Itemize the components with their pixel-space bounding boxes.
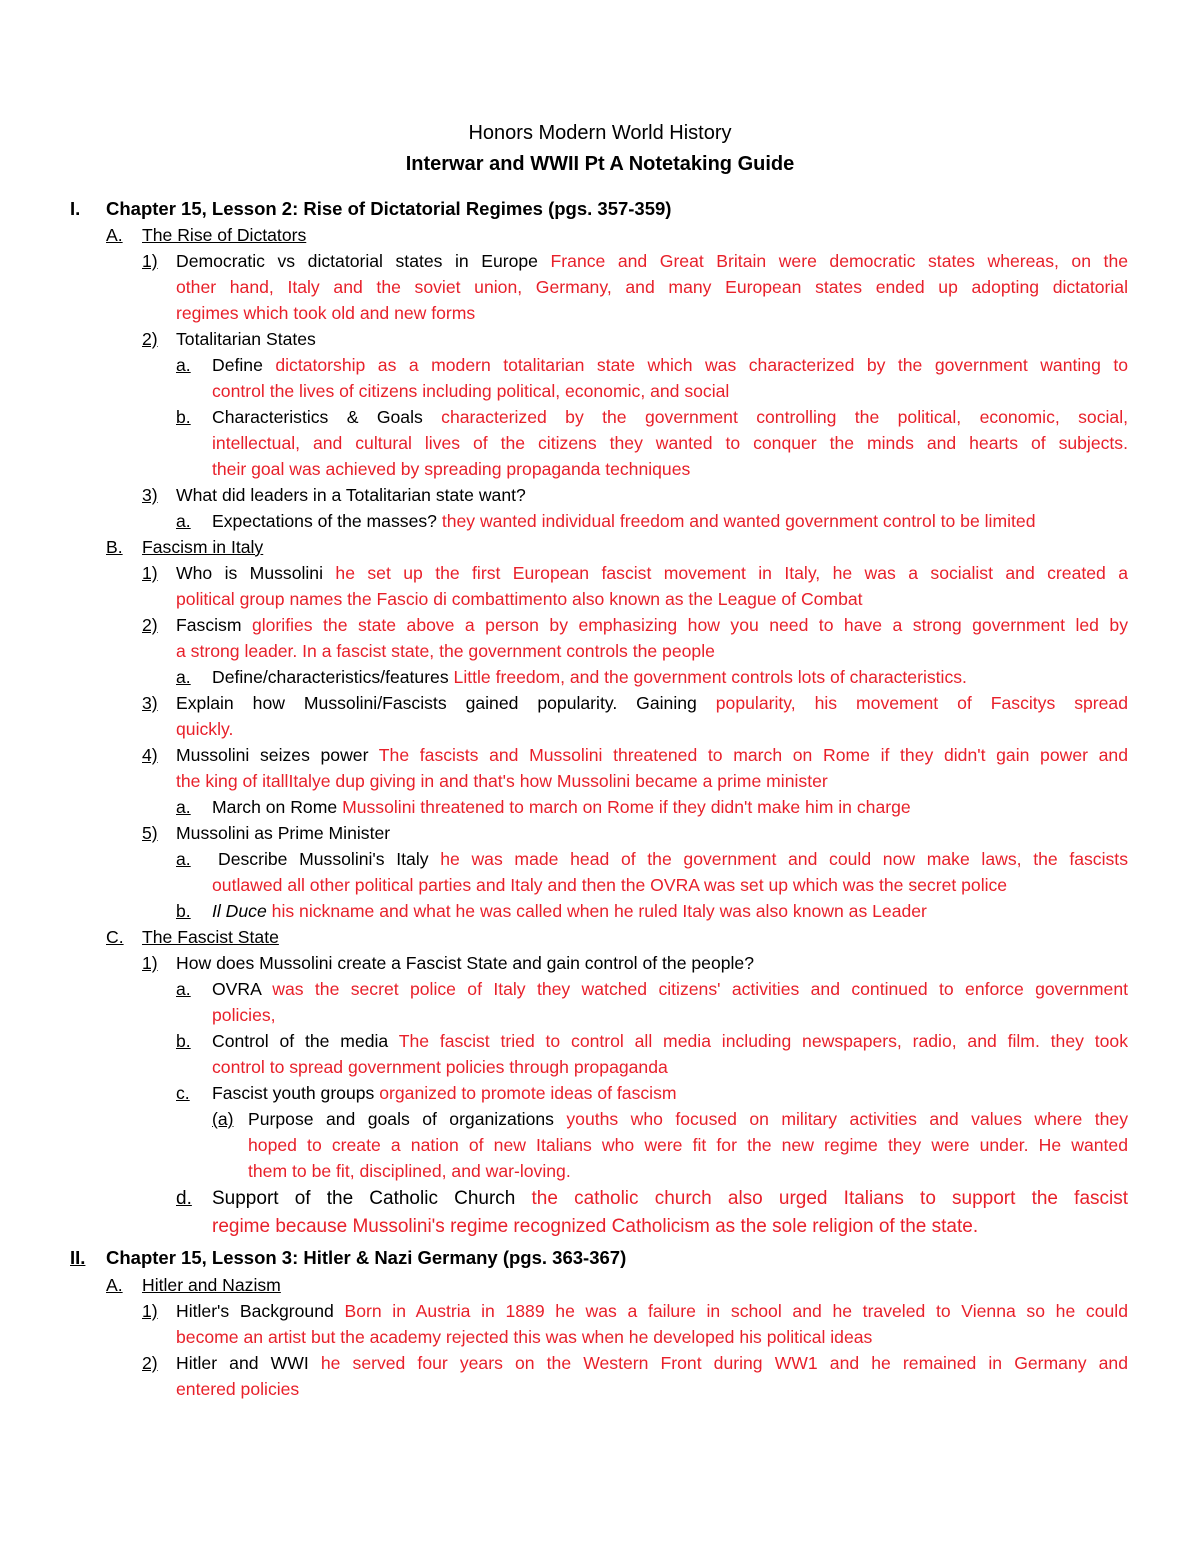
- item-number: 2): [142, 615, 158, 635]
- item-line: [176, 248, 1128, 274]
- item-prompt: Mussolini as Prime Minister: [176, 823, 391, 843]
- answer-text: regime because Mussolini's regime recognized Catholicism as the sole religion of the state.: [212, 1216, 979, 1237]
- subitem-line: [212, 1080, 677, 1106]
- item-prompt: Support of the Catholic Church: [212, 1188, 516, 1209]
- item-number: 4): [142, 745, 158, 765]
- subitem-line: [212, 1028, 1128, 1054]
- subitem-label: d.: [176, 1188, 192, 1209]
- answer-text: intellectual, and cultural lives of the citizens they wanted to conquer the minds and hearts of subjects.: [212, 433, 1128, 453]
- answer-text: The fascists and Mussolini threatened to march on Rome if they didn't gain power and: [378, 745, 1128, 765]
- item-line: [176, 1350, 1128, 1376]
- answer-text: political group names the Fascio di combattimento also known as the League of Combat: [176, 589, 863, 609]
- section-number: II.: [70, 1247, 86, 1268]
- answer-text: organized to promote ideas of fascism: [379, 1083, 677, 1103]
- item-prompt: Define: [212, 355, 263, 375]
- item-prompt: Characteristics & Goals: [212, 407, 423, 427]
- item-prompt: How does Mussolini create a Fascist State and gain control of the people?: [176, 953, 754, 973]
- answer-text: he set up the first European fascist movement in Italy, he was a socialist and created a: [335, 563, 1128, 583]
- item-line: [176, 742, 1128, 768]
- answer-text: youths who focused on military activities and values where they: [566, 1109, 1128, 1129]
- answer-text: glorifies the state above a person by emphasizing how you need to have a strong government led by: [251, 615, 1128, 635]
- item-prompt: Who is Mussolini: [176, 563, 323, 583]
- answer-text: he served four years on the Western Front during WW1 and he remained in Germany and: [320, 1353, 1128, 1373]
- subsection-label: A.: [106, 225, 123, 245]
- subitem-line: [212, 794, 911, 820]
- item-prompt: Democratic vs dictatorial states in Europe: [176, 251, 538, 271]
- subsection-heading: Hitler and Nazism: [142, 1275, 281, 1295]
- answer-text: a strong leader. In a fascist state, the government controls the people: [176, 641, 715, 661]
- answer-text: entered policies: [176, 1379, 300, 1399]
- item-number: 1): [142, 563, 158, 583]
- answer-text: popularity, his movement of Fascitys spread: [715, 693, 1128, 713]
- subitem-line: [212, 404, 1128, 430]
- item-prompt: What did leaders in a Totalitarian state want?: [176, 485, 526, 505]
- item-line: [176, 560, 1128, 586]
- subitem-line: [212, 352, 1128, 378]
- subitem-label: b.: [176, 407, 191, 427]
- subitem-label: a.: [176, 849, 191, 869]
- item-prompt: Define/characteristics/features: [212, 667, 449, 687]
- subitem-line: [212, 1185, 1128, 1213]
- answer-text: dictatorship as a modern totalitarian state which was characterized by the government wanting to: [275, 355, 1129, 375]
- item-number: 1): [142, 251, 158, 271]
- item-prompt: March on Rome: [212, 797, 338, 817]
- section-number: I.: [70, 198, 81, 219]
- subitem-label: a.: [176, 511, 191, 531]
- answer-text: his nickname and what he was called when he ruled Italy was also known as Leader: [271, 901, 927, 921]
- item-prompt: Hitler and WWI: [176, 1353, 309, 1373]
- subitem-line: [212, 508, 1035, 534]
- item-number: 2): [142, 1353, 158, 1373]
- answer-text: hoped to create a nation of new Italians who were fit for the new regime they were under. He wanted: [248, 1135, 1128, 1155]
- answer-text: the catholic church also urged Italians to support the fascist: [531, 1188, 1129, 1209]
- subsection-label: B.: [106, 537, 123, 557]
- answer-text: they wanted individual freedom and wanted government control to be limited: [441, 511, 1036, 531]
- answer-text: regimes which took old and new forms: [176, 303, 476, 323]
- item-prompt: Mussolini seizes power: [176, 745, 369, 765]
- answer-text: The fascist tried to control all media including newspapers, radio, and film. they took: [398, 1031, 1128, 1051]
- item-number: 3): [142, 485, 158, 505]
- subitem-label: a.: [176, 667, 191, 687]
- subsection-label: A.: [106, 1275, 123, 1295]
- section-heading: Chapter 15, Lesson 3: Hitler & Nazi Germany (pgs. 363-367): [106, 1247, 627, 1268]
- item-number: 3): [142, 693, 158, 713]
- subsection-label: C.: [106, 927, 124, 947]
- answer-text: other hand, Italy and the soviet union, Germany, and many European states ended up adopting dictatorial: [176, 277, 1128, 297]
- item-prompt: Control of the media: [212, 1031, 389, 1051]
- item-number: 1): [142, 953, 158, 973]
- subitem-label: a.: [176, 979, 191, 999]
- course-title: Honors Modern World History: [468, 122, 732, 144]
- subitem-line: [218, 846, 1128, 872]
- answer-text: control to spread government policies through propaganda: [212, 1057, 668, 1077]
- document-title: Interwar and WWII Pt A Notetaking Guide: [405, 153, 795, 175]
- subitem-label: c.: [176, 1083, 190, 1103]
- subitem-label: b.: [176, 1031, 191, 1051]
- section-heading: Chapter 15, Lesson 2: Rise of Dictatorial Regimes (pgs. 357-359): [106, 198, 672, 219]
- item-prompt: Fascism: [176, 615, 242, 635]
- answer-text: become an artist but the academy rejected this was when he developed his political ideas: [176, 1327, 873, 1347]
- answer-text: Born in Austria in 1889 he was a failure in school and he traveled to Vienna so he could: [344, 1301, 1128, 1321]
- subitem-line: [212, 898, 927, 924]
- answer-text: control the lives of citizens including political, economic, and social: [212, 381, 730, 401]
- answer-text: Little freedom, and the government controls lots of characteristics.: [453, 667, 967, 687]
- item-prompt: Totalitarian States: [176, 329, 316, 349]
- subitem-label: (a): [212, 1109, 234, 1129]
- answer-text: France and Great Britain were democratic states whereas, on the: [550, 251, 1129, 271]
- subitem-line: [212, 664, 967, 690]
- subitem-label: b.: [176, 901, 191, 921]
- subsection-heading: Fascism in Italy: [142, 537, 264, 557]
- item-line: [176, 1298, 1128, 1324]
- item-number: 2): [142, 329, 158, 349]
- answer-text: policies,: [212, 1005, 276, 1025]
- answer-text: he was made head of the government and could now make laws, the fascists: [440, 849, 1128, 869]
- answer-text: them to be fit, disciplined, and war-loving.: [248, 1161, 571, 1181]
- item-prompt: Explain how Mussolini/Fascists gained popularity. Gaining: [176, 693, 697, 713]
- answer-text: the king of itallItalye dup giving in and that's how Mussolini became a prime minister: [176, 771, 828, 791]
- item-prompt: Il Duce: [212, 901, 267, 921]
- item-prompt: Fascist youth groups: [212, 1083, 375, 1103]
- answer-text: their goal was achieved by spreading propaganda techniques: [212, 459, 691, 479]
- item-prompt: OVRA: [212, 979, 261, 999]
- subitem-label: a.: [176, 355, 191, 375]
- answer-text: was the secret police of Italy they watched citizens' activities and continued to enforce government: [272, 979, 1128, 999]
- subsection-heading: The Fascist State: [142, 927, 279, 947]
- answer-text: characterized by the government controlling the political, economic, social,: [441, 407, 1128, 427]
- subitem-line: [248, 1106, 1128, 1132]
- answer-text: outlawed all other political parties and Italy and then the OVRA was set up which was the secret police: [212, 875, 1008, 895]
- item-number: 5): [142, 823, 158, 843]
- item-number: 1): [142, 1301, 158, 1321]
- item-prompt: Describe Mussolini's Italy: [218, 849, 429, 869]
- item-line: [176, 690, 1128, 716]
- item-prompt: Hitler's Background: [176, 1301, 334, 1321]
- item-prompt: Expectations of the masses?: [212, 511, 437, 531]
- item-prompt: Purpose and goals of organizations: [248, 1109, 554, 1129]
- subitem-label: a.: [176, 797, 191, 817]
- answer-text: Mussolini threatened to march on Rome if they didn't make him in charge: [342, 797, 911, 817]
- subitem-line: [212, 976, 1128, 1002]
- item-line: [176, 612, 1128, 638]
- subsection-heading: The Rise of Dictators: [142, 225, 307, 245]
- answer-text: quickly.: [176, 719, 234, 739]
